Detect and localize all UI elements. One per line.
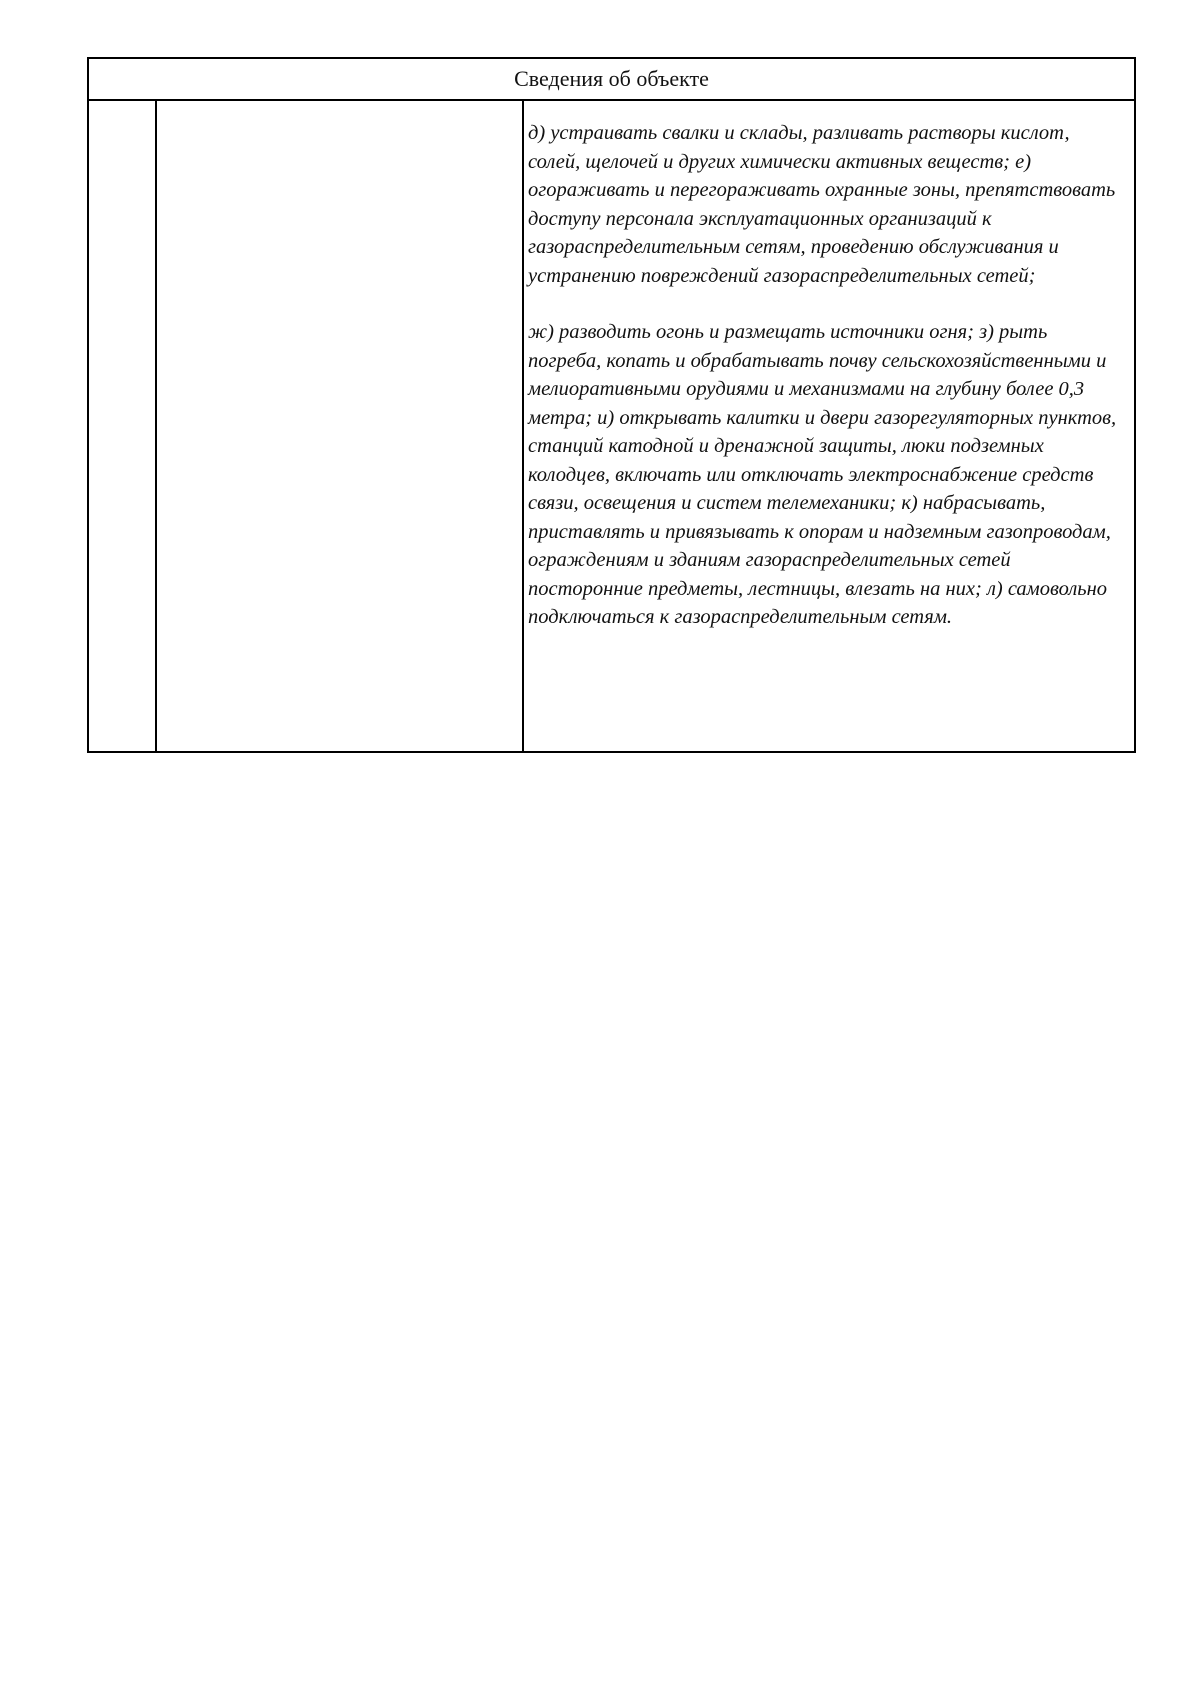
- object-info-table: [87, 57, 1136, 753]
- row-description-cell: [524, 101, 1134, 751]
- restriction-paragraph: ж) разводить огонь и размещать источники огня; з) рыть погреба, копать и обрабатывать почву сельскохозяйственными и мелиоративными орудиями и механизмами на глубину более 0,3 метра; и) открывать калитки и двери газорегуляторных пунктов, станций катодной и дренажной защиты, люки подземных колодцев, включать или отключать электроснабжение средств связи, освещения и систем телемеханики; к) набрасывать, приставлять и привязывать к опорам и надземным газопроводам, ограждениям и зданиям газораспределительных сетей посторонние предметы, лестницы, влезать на них; л) самовольно подключаться к газораспределительным сетям.: [528, 321, 1117, 628]
- table-row: [89, 101, 1134, 751]
- row-number-cell: [89, 101, 157, 751]
- row-name-cell: [157, 101, 524, 751]
- table-header: Сведения об объекте: [89, 59, 1134, 101]
- restriction-paragraph: д) устраивать свалки и склады, разливать растворы кислот, солей, щелочей и других химически активных веществ; е) огораживать и перегораживать охранные зоны, препятствовать доступу персонала эксплуатационных организаций к газораспределительным сетям, проведению обслуживания и устранению повреждений газораспределительных сетей;: [528, 122, 1116, 287]
